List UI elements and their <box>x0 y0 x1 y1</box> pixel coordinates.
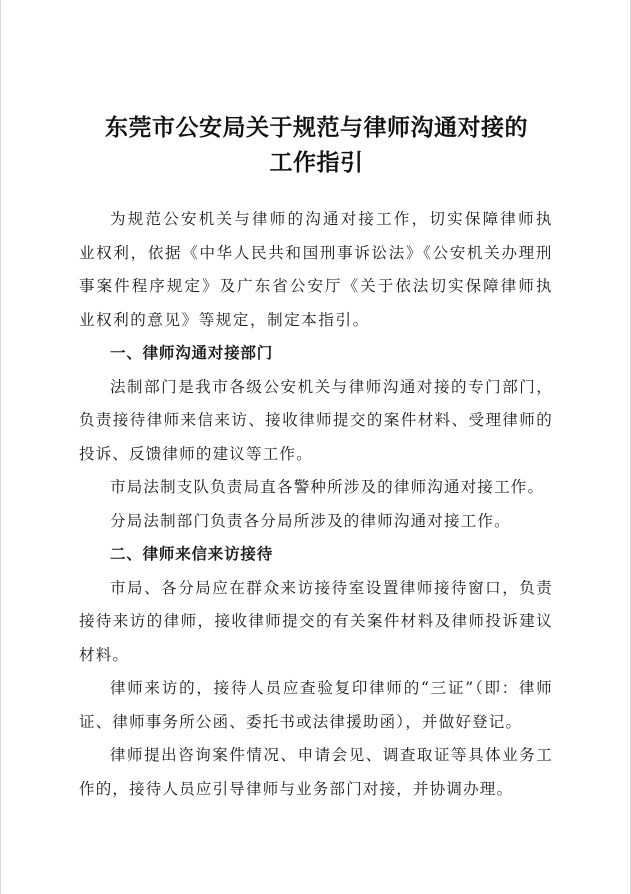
document-body <box>79 203 553 806</box>
section-1-paragraph: 市局法制支队负责局直各警种所涉及的律师沟通对接工作。 <box>110 478 545 496</box>
section-1-heading: 一、律师沟通对接部门 <box>110 344 274 362</box>
document-title-line-2: 工作指引 <box>269 149 364 176</box>
intro-paragraph: 为规范公安机关与律师的沟通对接工作，切实保障律师执业权利，依据《中华人民共和国刑事诉讼法》《公安机关办理刑事案件程序规定》及广东省公安厅《关于依法切实保障律师执业权利的意见》等规定，制定本指引。 <box>79 210 553 329</box>
section-2-paragraph: 律师来访的，接待人员应查验复印律师的“三证”（即：律师证、律师事务所公函、委托书或法律援助函），并做好登记。 <box>79 679 553 731</box>
document-title-line-1: 东莞市公安局关于规范与律师沟通对接的 <box>105 114 528 141</box>
section-2-heading: 二、律师来信来访接待 <box>110 545 274 563</box>
section-1-paragraph: 分局法制部门负责各分局所涉及的律师沟通对接工作。 <box>110 511 511 530</box>
section-1-paragraph: 法制部门是我市各级公安机关与律师沟通对接的专门部门，负责接待律师来信来访、接收律师提交的案件材料、受理律师的投诉、反馈律师的建议等工作。 <box>79 377 553 463</box>
section-2-paragraph: 律师提出咨询案件情况、申请会见、调查取证等具体业务工作的，接待人员应引导律师与业务部门对接，并协调办理。 <box>79 746 553 798</box>
section-2-paragraph: 市局、各分局应在群众来访接待室设置律师接待窗口，负责接待来访的律师，接收律师提交的有关案件材料及律师投诉建议材料。 <box>79 578 553 664</box>
